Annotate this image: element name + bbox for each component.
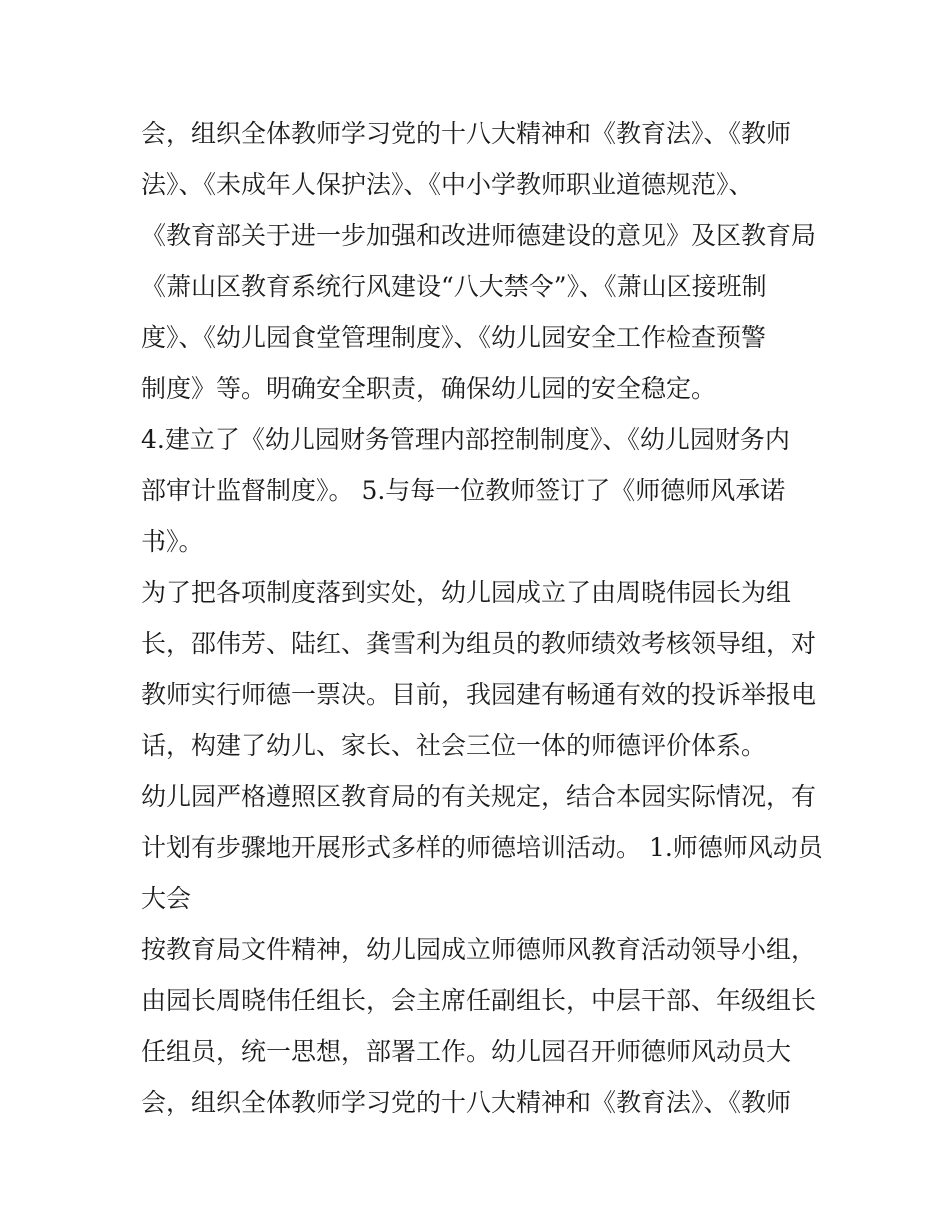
text-line: 制度》等。明确安全职责，确保幼儿园的安全稳定。: [141, 374, 717, 403]
text-line: 部审计监督制度》。 5.与每一位教师签订了《师德师风承诺: [141, 476, 786, 505]
text-line: 幼儿园严格遵照区教育局的有关规定，结合本园实际情况，有: [141, 782, 817, 811]
text-line: 由园长周晓伟任组长，会主席任副组长，中层干部、年级组长: [141, 986, 817, 1015]
text-line: 计划有步骤地开展形式多样的师德培训活动。 1.师德师风动员: [141, 833, 823, 862]
text-line: 法》、《未成年人保护法》、《中小学教师职业道德规范》、: [141, 170, 754, 199]
text-line: 会，组织全体教师学习党的十八大精神和《教育法》、《教师: [141, 119, 792, 148]
text-line: 书》。: [141, 527, 204, 556]
text-line: 教师实行师德一票决。目前，我园建有畅通有效的投诉举报电: [141, 680, 817, 709]
body-text: [141, 108, 823, 1128]
text-line: 长，邵伟芳、陆红、龚雪利为组员的教师绩效考核领导组，对: [141, 629, 817, 658]
text-line: 大会: [141, 884, 192, 913]
text-line: 度》、《幼儿园食堂管理制度》、《幼儿园安全工作检查预警: [141, 323, 767, 352]
text-line: 按教育局文件精神，幼儿园成立师德师风教育活动领导小组，: [141, 935, 817, 964]
text-line: 会，组织全体教师学习党的十八大精神和《教育法》、《教师: [141, 1088, 792, 1117]
text-line: 《萧山区教育系统行风建设“八大禁令”》、《萧山区接班制: [141, 272, 767, 301]
text-line: 《教育部关于进一步加强和改进师德建设的意见》及区教育局: [141, 221, 817, 250]
text-line: 4.建立了《幼儿园财务管理内部控制制度》、《幼儿园财务内: [141, 425, 790, 454]
text-line: 为了把各项制度落到实处，幼儿园成立了由周晓伟园长为组: [141, 578, 792, 607]
text-line: 任组员，统一思想，部署工作。幼儿园召开师德师风动员大: [141, 1037, 792, 1066]
text-line: 话，构建了幼儿、家长、社会三位一体的师德评价体系。: [141, 731, 767, 760]
